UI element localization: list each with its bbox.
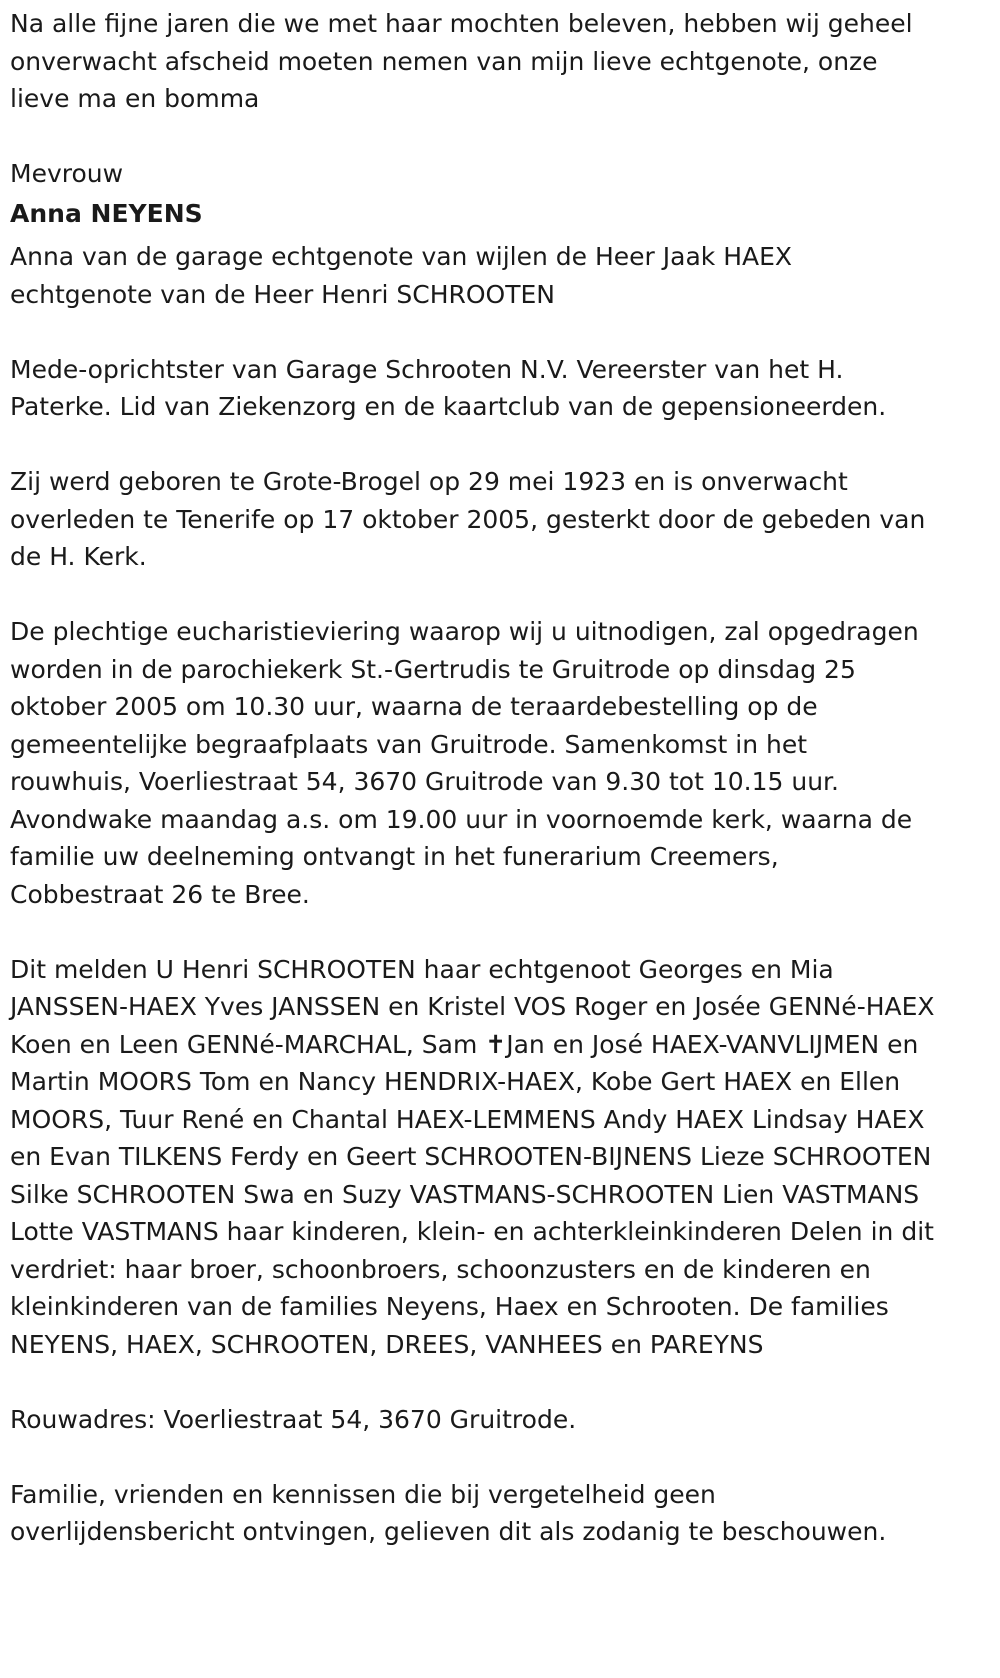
text-line: verdriet: haar broer, schoonbroers, schoonzusters en de kinderen en: [10, 1254, 871, 1284]
obituary-document: [10, 5, 970, 1588]
text-line: NEYENS, HAEX, SCHROOTEN, DREES, VANHEES en PAREYNS: [10, 1329, 764, 1359]
text-line: kleinkinderen van de families Neyens, Haex en Schrooten. De families: [10, 1292, 889, 1321]
salutation: Mevrouw: [10, 159, 124, 188]
text-line: onverwacht afscheid moeten nemen van mijn lieve echtgenote, onze: [10, 46, 878, 76]
text-line: Familie, vrienden en kennissen die bij vergetelheid geen: [10, 1479, 716, 1509]
text-line: oktober 2005 om 10.30 uur, waarna de teraardebestelling op de: [10, 692, 818, 721]
text-line: Rouwadres: Voerliestraat 54, 3670 Gruitrode.: [10, 1404, 577, 1434]
text-line: Na alle fijne jaren die we met haar mochten beleven, hebben wij geheel: [10, 9, 913, 38]
text-line: echtgenote van de Heer Henri SCHROOTEN: [10, 279, 555, 309]
text-line: en Evan TILKENS Ferdy en Geert SCHROOTEN-BIJNENS Lieze SCHROOTEN: [10, 1142, 932, 1171]
text-line: JANSSEN-HAEX Yves JANSSEN en Kristel VOS Roger en Josée GENNé-HAEX: [10, 992, 935, 1021]
intro-paragraph: [10, 5, 970, 118]
deceased-paragraph: [10, 155, 970, 313]
text-line: De plechtige eucharistieviering waarop wij u uitnodigen, zal opgedragen: [10, 617, 919, 646]
text-line: MOORS, Tuur René en Chantal HAEX-LEMMENS Andy HAEX Lindsay HAEX: [10, 1104, 925, 1134]
text-line: Paterke. Lid van Ziekenzorg en de kaartclub van de gepensioneerden.: [10, 392, 887, 421]
text-line: gemeentelijke begraafplaats van Gruitrode. Samenkomst in het: [10, 729, 808, 759]
text-line: overlijdensbericht ontvingen, gelieven dit als zodanig te beschouwen.: [10, 1517, 887, 1546]
text-line: Avondwake maandag a.s. om 19.00 uur in voornoemde kerk, waarna de: [10, 804, 913, 834]
text-line: Silke SCHROOTEN Swa en Suzy VASTMANS-SCHROOTEN Lien VASTMANS: [10, 1179, 920, 1209]
birth-death-paragraph: [10, 463, 970, 576]
text-line: overleden te Tenerife op 17 oktober 2005, gesterkt door de gebeden van: [10, 504, 926, 534]
ceremony-paragraph: [10, 613, 970, 913]
text-line: Anna van de garage echtgenote van wijlen de Heer Jaak HAEX: [10, 242, 793, 271]
deceased-name: Anna NEYENS: [10, 198, 203, 228]
address-paragraph: [10, 1401, 970, 1439]
closing-paragraph: [10, 1476, 970, 1551]
text-line: Martin MOORS Tom en Nancy HENDRIX-HAEX, Kobe Gert HAEX en Ellen: [10, 1067, 901, 1096]
text-line: Koen en Leen GENNé-MARCHAL, Sam ✝Jan en José HAEX-VANVLIJMEN en: [10, 1029, 919, 1059]
text-line: rouwhuis, Voerliestraat 54, 3670 Gruitrode van 9.30 tot 10.15 uur.: [10, 767, 839, 796]
text-line: Lotte VASTMANS haar kinderen, klein- en achterkleinkinderen Delen in dit: [10, 1217, 934, 1246]
family-paragraph: [10, 951, 970, 1364]
text-line: Zij werd geboren te Grote-Brogel op 29 mei 1923 en is onverwacht: [10, 467, 848, 496]
text-line: Dit melden U Henri SCHROOTEN haar echtgenoot Georges en Mia: [10, 954, 834, 984]
activities-paragraph: [10, 351, 970, 426]
text-line: familie uw deelneming ontvangt in het funerarium Creemers,: [10, 842, 779, 871]
text-line: lieve ma en bomma: [10, 84, 260, 113]
text-line: Mede-oprichtster van Garage Schrooten N.V. Vereerster van het H.: [10, 354, 844, 384]
text-line: worden in de parochiekerk St.-Gertrudis te Gruitrode op dinsdag 25: [10, 654, 856, 684]
text-line: Cobbestraat 26 te Bree.: [10, 879, 310, 909]
text-line: de H. Kerk.: [10, 542, 147, 571]
